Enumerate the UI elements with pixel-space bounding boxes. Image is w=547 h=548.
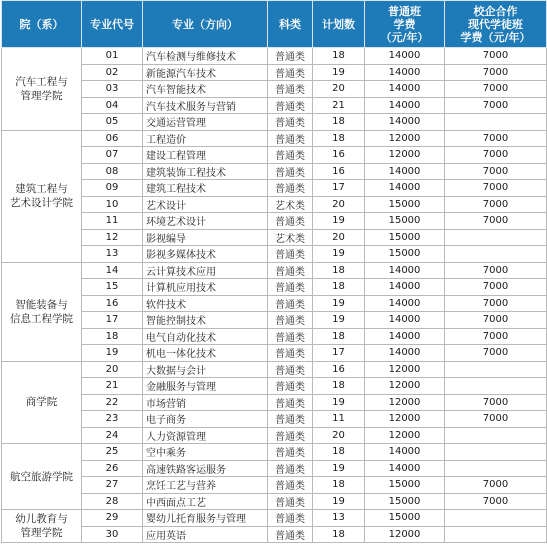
table-row — [2, 328, 547, 345]
code-cell: 19 — [82, 345, 143, 362]
coop-fee-cell: 7000 — [445, 328, 547, 345]
plan-cell: 19 — [313, 394, 365, 411]
major-cell: 大数据与会计 — [143, 361, 268, 378]
category-cell: 普通类 — [268, 427, 313, 444]
header-dept: 院（系） — [2, 1, 82, 48]
major-cell: 工程造价 — [143, 130, 268, 147]
category-cell: 普通类 — [268, 312, 313, 329]
plan-cell: 18 — [313, 328, 365, 345]
coop-fee-cell — [445, 114, 547, 131]
code-cell: 09 — [82, 180, 143, 197]
header-row — [2, 1, 547, 48]
major-cell: 人力资源管理 — [143, 427, 268, 444]
table-row — [2, 411, 547, 428]
category-cell: 普通类 — [268, 526, 313, 543]
major-cell: 艺术设计 — [143, 196, 268, 213]
coop-fee-cell: 7000 — [445, 312, 547, 329]
plan-cell: 19 — [313, 213, 365, 230]
category-cell: 普通类 — [268, 361, 313, 378]
plan-cell: 18 — [313, 378, 365, 395]
coop-fee-cell — [445, 378, 547, 395]
dept-cell: 汽车工程与 管理学院 — [2, 48, 82, 131]
table-row — [2, 130, 547, 147]
regular-fee-cell: 15000 — [365, 196, 445, 213]
major-cell: 建筑工程技术 — [143, 180, 268, 197]
plan-cell: 18 — [313, 477, 365, 494]
code-cell: 03 — [82, 81, 143, 98]
code-cell: 11 — [82, 213, 143, 230]
table-row — [2, 361, 547, 378]
code-cell: 01 — [82, 48, 143, 65]
coop-fee-cell: 7000 — [445, 130, 547, 147]
plan-cell: 16 — [313, 163, 365, 180]
plan-cell: 19 — [313, 460, 365, 477]
regular-fee-cell: 12000 — [365, 147, 445, 164]
category-cell: 普通类 — [268, 64, 313, 81]
coop-fee-cell: 7000 — [445, 48, 547, 65]
plan-cell: 20 — [313, 196, 365, 213]
regular-fee-cell: 12000 — [365, 526, 445, 543]
header-code: 专业代号 — [82, 1, 143, 48]
major-cell: 影视多媒体技术 — [143, 246, 268, 263]
code-cell: 20 — [82, 361, 143, 378]
major-cell: 婴幼儿托育服务与管理 — [143, 510, 268, 527]
major-cell: 空中乘务 — [143, 444, 268, 461]
regular-fee-cell: 15000 — [365, 213, 445, 230]
coop-fee-cell: 7000 — [445, 477, 547, 494]
plan-cell: 19 — [313, 295, 365, 312]
plan-cell: 20 — [313, 229, 365, 246]
major-cell: 新能源汽车技术 — [143, 64, 268, 81]
dept-cell: 幼儿教育与 管理学院 — [2, 510, 82, 543]
code-cell: 14 — [82, 262, 143, 279]
coop-fee-cell: 7000 — [445, 180, 547, 197]
code-cell: 25 — [82, 444, 143, 461]
plan-cell: 20 — [313, 427, 365, 444]
plan-cell: 18 — [313, 130, 365, 147]
code-cell: 21 — [82, 378, 143, 395]
coop-fee-cell — [445, 526, 547, 543]
header-coop-fee: 校企合作 现代学徒班 学费（元/年） — [445, 1, 547, 48]
plan-cell: 18 — [313, 526, 365, 543]
table-row — [2, 196, 547, 213]
category-cell: 普通类 — [268, 493, 313, 510]
plan-cell: 16 — [313, 147, 365, 164]
major-cell: 汽车智能技术 — [143, 81, 268, 98]
regular-fee-cell: 14000 — [365, 279, 445, 296]
code-cell: 04 — [82, 97, 143, 114]
header-category: 科类 — [268, 1, 313, 48]
plan-cell: 16 — [313, 361, 365, 378]
code-cell: 07 — [82, 147, 143, 164]
category-cell: 普通类 — [268, 345, 313, 362]
category-cell: 普通类 — [268, 444, 313, 461]
major-cell: 交通运营管理 — [143, 114, 268, 131]
table-row — [2, 460, 547, 477]
category-cell: 普通类 — [268, 114, 313, 131]
code-cell: 23 — [82, 411, 143, 428]
regular-fee-cell: 14000 — [365, 163, 445, 180]
table-row — [2, 477, 547, 494]
regular-fee-cell: 14000 — [365, 180, 445, 197]
coop-fee-cell: 7000 — [445, 295, 547, 312]
major-cell: 汽车技术服务与营销 — [143, 97, 268, 114]
plan-cell: 19 — [313, 64, 365, 81]
category-cell: 普通类 — [268, 279, 313, 296]
table-row — [2, 81, 547, 98]
plan-cell: 18 — [313, 114, 365, 131]
regular-fee-cell: 12000 — [365, 130, 445, 147]
regular-fee-cell: 14000 — [365, 114, 445, 131]
major-cell: 建设工程管理 — [143, 147, 268, 164]
regular-fee-cell: 12000 — [365, 361, 445, 378]
plan-cell: 20 — [313, 81, 365, 98]
table-row — [2, 394, 547, 411]
table-row — [2, 345, 547, 362]
regular-fee-cell: 14000 — [365, 81, 445, 98]
major-cell: 中西面点工艺 — [143, 493, 268, 510]
plan-cell: 18 — [313, 262, 365, 279]
coop-fee-cell: 7000 — [445, 196, 547, 213]
table-row — [2, 213, 547, 230]
table-row — [2, 444, 547, 461]
category-cell: 普通类 — [268, 262, 313, 279]
table-row — [2, 97, 547, 114]
code-cell: 05 — [82, 114, 143, 131]
regular-fee-cell: 14000 — [365, 312, 445, 329]
table-row — [2, 312, 547, 329]
plan-cell: 11 — [313, 411, 365, 428]
category-cell: 普通类 — [268, 130, 313, 147]
plan-cell: 18 — [313, 279, 365, 296]
plan-cell: 17 — [313, 345, 365, 362]
category-cell: 普通类 — [268, 510, 313, 527]
regular-fee-cell: 15000 — [365, 493, 445, 510]
dept-cell: 商学院 — [2, 361, 82, 444]
coop-fee-cell: 7000 — [445, 394, 547, 411]
code-cell: 12 — [82, 229, 143, 246]
regular-fee-cell: 14000 — [365, 345, 445, 362]
code-cell: 30 — [82, 526, 143, 543]
coop-fee-cell: 7000 — [445, 493, 547, 510]
coop-fee-cell — [445, 246, 547, 263]
code-cell: 15 — [82, 279, 143, 296]
coop-fee-cell: 7000 — [445, 345, 547, 362]
coop-fee-cell: 7000 — [445, 411, 547, 428]
major-cell: 高速铁路客运服务 — [143, 460, 268, 477]
regular-fee-cell: 15000 — [365, 246, 445, 263]
dept-cell: 航空旅游学院 — [2, 444, 82, 510]
regular-fee-cell: 14000 — [365, 97, 445, 114]
major-cell: 金融服务与管理 — [143, 378, 268, 395]
table-row — [2, 114, 547, 131]
regular-fee-cell: 12000 — [365, 378, 445, 395]
regular-fee-cell: 14000 — [365, 48, 445, 65]
table-row — [2, 295, 547, 312]
category-cell: 普通类 — [268, 460, 313, 477]
category-cell: 普通类 — [268, 97, 313, 114]
category-cell: 普通类 — [268, 81, 313, 98]
regular-fee-cell: 14000 — [365, 444, 445, 461]
code-cell: 02 — [82, 64, 143, 81]
table-row — [2, 526, 547, 543]
major-cell: 汽车检测与维修技术 — [143, 48, 268, 65]
plan-cell: 17 — [313, 180, 365, 197]
category-cell: 普通类 — [268, 147, 313, 164]
major-cell: 烹饪工艺与营养 — [143, 477, 268, 494]
table-row — [2, 279, 547, 296]
major-cell: 建筑装饰工程技术 — [143, 163, 268, 180]
coop-fee-cell — [445, 460, 547, 477]
code-cell: 26 — [82, 460, 143, 477]
regular-fee-cell: 15000 — [365, 229, 445, 246]
category-cell: 普通类 — [268, 295, 313, 312]
code-cell: 27 — [82, 477, 143, 494]
header-regular-fee: 普通班 学费 （元/年） — [365, 1, 445, 48]
coop-fee-cell: 7000 — [445, 81, 547, 98]
major-cell: 机电一体化技术 — [143, 345, 268, 362]
major-cell: 计算机应用技术 — [143, 279, 268, 296]
plan-cell: 19 — [313, 312, 365, 329]
category-cell: 普通类 — [268, 328, 313, 345]
coop-fee-cell: 7000 — [445, 64, 547, 81]
category-cell: 普通类 — [268, 180, 313, 197]
plan-cell: 13 — [313, 510, 365, 527]
regular-fee-cell: 14000 — [365, 295, 445, 312]
category-cell: 普通类 — [268, 394, 313, 411]
regular-fee-cell: 14000 — [365, 262, 445, 279]
header-major: 专业（方向） — [143, 1, 268, 48]
table-row — [2, 510, 547, 527]
table-row — [2, 48, 547, 65]
coop-fee-cell — [445, 229, 547, 246]
coop-fee-cell — [445, 427, 547, 444]
major-cell: 应用英语 — [143, 526, 268, 543]
coop-fee-cell: 7000 — [445, 279, 547, 296]
major-cell: 电气自动化技术 — [143, 328, 268, 345]
category-cell: 艺术类 — [268, 196, 313, 213]
major-cell: 软件技术 — [143, 295, 268, 312]
table-row — [2, 378, 547, 395]
table-row — [2, 427, 547, 444]
table-body — [2, 48, 547, 543]
dept-cell: 智能装备与 信息工程学院 — [2, 262, 82, 361]
major-cell: 环境艺术设计 — [143, 213, 268, 230]
regular-fee-cell: 12000 — [365, 394, 445, 411]
enrollment-table — [1, 0, 547, 543]
regular-fee-cell: 12000 — [365, 427, 445, 444]
table-row — [2, 262, 547, 279]
category-cell: 普通类 — [268, 213, 313, 230]
plan-cell: 18 — [313, 444, 365, 461]
major-cell: 智能控制技术 — [143, 312, 268, 329]
header-plan: 计划数 — [313, 1, 365, 48]
code-cell: 17 — [82, 312, 143, 329]
table-row — [2, 163, 547, 180]
coop-fee-cell — [445, 444, 547, 461]
code-cell: 16 — [82, 295, 143, 312]
code-cell: 10 — [82, 196, 143, 213]
regular-fee-cell: 12000 — [365, 411, 445, 428]
coop-fee-cell: 7000 — [445, 147, 547, 164]
code-cell: 08 — [82, 163, 143, 180]
regular-fee-cell: 14000 — [365, 328, 445, 345]
code-cell: 24 — [82, 427, 143, 444]
plan-cell: 19 — [313, 246, 365, 263]
code-cell: 29 — [82, 510, 143, 527]
category-cell: 普通类 — [268, 477, 313, 494]
category-cell: 普通类 — [268, 378, 313, 395]
table-row — [2, 180, 547, 197]
table-row — [2, 147, 547, 164]
coop-fee-cell: 7000 — [445, 213, 547, 230]
regular-fee-cell: 14000 — [365, 64, 445, 81]
plan-cell: 19 — [313, 493, 365, 510]
category-cell: 普通类 — [268, 246, 313, 263]
table-row — [2, 493, 547, 510]
code-cell: 06 — [82, 130, 143, 147]
regular-fee-cell: 14000 — [365, 460, 445, 477]
table-row — [2, 229, 547, 246]
major-cell: 云计算技术应用 — [143, 262, 268, 279]
regular-fee-cell: 15000 — [365, 477, 445, 494]
code-cell: 18 — [82, 328, 143, 345]
coop-fee-cell — [445, 361, 547, 378]
table-row — [2, 246, 547, 263]
plan-cell: 18 — [313, 48, 365, 65]
category-cell: 普通类 — [268, 163, 313, 180]
code-cell: 13 — [82, 246, 143, 263]
code-cell: 28 — [82, 493, 143, 510]
table-row — [2, 64, 547, 81]
plan-cell: 21 — [313, 97, 365, 114]
major-cell: 影视编导 — [143, 229, 268, 246]
category-cell: 艺术类 — [268, 229, 313, 246]
coop-fee-cell — [445, 510, 547, 527]
coop-fee-cell: 7000 — [445, 97, 547, 114]
category-cell: 普通类 — [268, 411, 313, 428]
regular-fee-cell: 15000 — [365, 510, 445, 527]
major-cell: 市场营销 — [143, 394, 268, 411]
code-cell: 22 — [82, 394, 143, 411]
dept-cell: 建筑工程与 艺术设计学院 — [2, 130, 82, 262]
major-cell: 电子商务 — [143, 411, 268, 428]
coop-fee-cell: 7000 — [445, 262, 547, 279]
category-cell: 普通类 — [268, 48, 313, 65]
coop-fee-cell: 7000 — [445, 163, 547, 180]
